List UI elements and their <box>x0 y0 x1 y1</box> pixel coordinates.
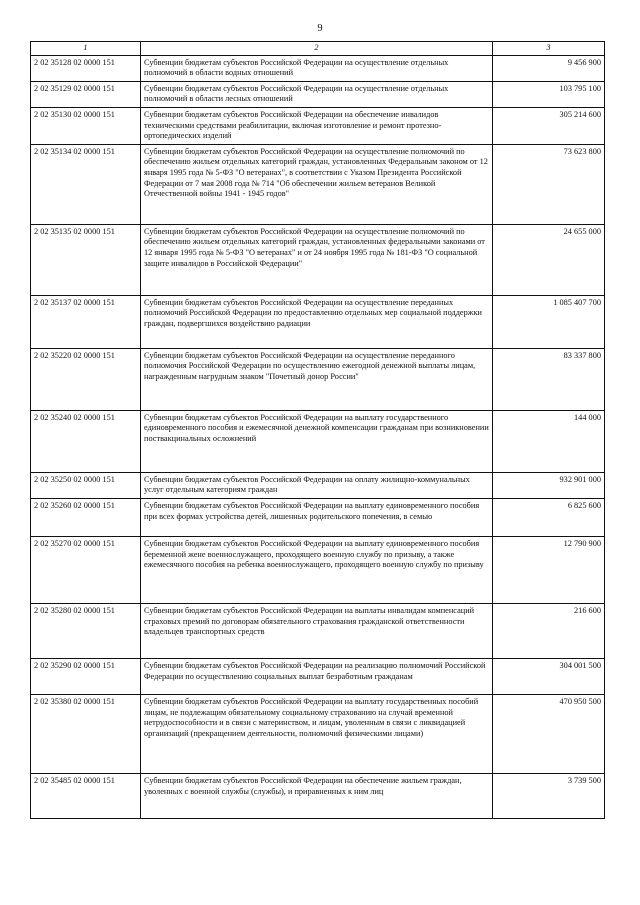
amount-cell: 24 655 000 <box>493 224 605 295</box>
amount-cell: 12 790 900 <box>493 536 605 603</box>
table-row <box>31 295 605 348</box>
table-row <box>31 81 605 107</box>
table-row <box>31 603 605 658</box>
description-cell: Субвенции бюджетам субъектов Российской Федерации на обеспечение инвалидов техническими средствами реабилитации, включая изготовление и ремонт протезно-ортопедических изделий <box>141 107 493 144</box>
budget-code-cell: 2 02 35129 02 0000 151 <box>31 81 141 107</box>
description-cell: Субвенции бюджетам субъектов Российской Федерации на осуществление переданных полномочий Российской Федерации по предоставлению отдельных мер социальной поддержки граждан, подвергшихся воздействию радиации <box>141 295 493 348</box>
amount-cell: 304 001 500 <box>493 658 605 694</box>
budget-code-cell: 2 02 35485 02 0000 151 <box>31 773 141 818</box>
budget-code-cell: 2 02 35260 02 0000 151 <box>31 498 141 536</box>
description-cell: Субвенции бюджетам субъектов Российской Федерации на выплату государственных пособий лицам, не подлежащим обязательному социальному страхованию на случай временной нетрудоспособности и в связи с материнством, и лицам, уволенным в связи с ликвидацией организаций (прекращением деятельности, полномочий физическими лицами) <box>141 694 493 773</box>
budget-code-cell: 2 02 35380 02 0000 151 <box>31 694 141 773</box>
amount-cell: 470 950 500 <box>493 694 605 773</box>
table-row <box>31 55 605 81</box>
table-row <box>31 472 605 498</box>
budget-code-cell: 2 02 35240 02 0000 151 <box>31 410 141 472</box>
budget-code-cell: 2 02 35137 02 0000 151 <box>31 295 141 348</box>
budget-code-cell: 2 02 35128 02 0000 151 <box>31 55 141 81</box>
budget-code-cell: 2 02 35134 02 0000 151 <box>31 144 141 224</box>
amount-cell: 103 795 100 <box>493 81 605 107</box>
budget-code-cell: 2 02 35280 02 0000 151 <box>31 603 141 658</box>
table-row <box>31 658 605 694</box>
table-body <box>31 55 605 818</box>
description-cell: Субвенции бюджетам субъектов Российской Федерации на выплату государственного единовременного пособия и ежемесячной денежной компенсации гражданам при возникновении поствакцинальных осложнений <box>141 410 493 472</box>
column-header-description: 2 <box>141 42 493 56</box>
budget-code-cell: 2 02 35250 02 0000 151 <box>31 472 141 498</box>
table-header-row <box>31 42 605 56</box>
description-cell: Субвенции бюджетам субъектов Российской Федерации на выплату единовременного пособия при всех формах устройства детей, лишенных родительского попечения, в семью <box>141 498 493 536</box>
description-cell: Субвенции бюджетам субъектов Российской Федерации на выплаты инвалидам компенсаций страховых премий по договорам обязательного страхования гражданской ответственности владельцев транспортных средств <box>141 603 493 658</box>
amount-cell: 144 000 <box>493 410 605 472</box>
budget-code-cell: 2 02 35270 02 0000 151 <box>31 536 141 603</box>
amount-cell: 6 825 600 <box>493 498 605 536</box>
description-cell: Субвенции бюджетам субъектов Российской Федерации на осуществление отдельных полномочий в области водных отношений <box>141 55 493 81</box>
amount-cell: 73 623 800 <box>493 144 605 224</box>
table-row <box>31 410 605 472</box>
amount-cell: 83 337 800 <box>493 348 605 410</box>
amount-cell: 932 901 000 <box>493 472 605 498</box>
description-cell: Субвенции бюджетам субъектов Российской Федерации на обеспечение жильем граждан, уволенных с военной службы (службы), и приравненных к ним лиц <box>141 773 493 818</box>
description-cell: Субвенции бюджетам субъектов Российской Федерации на осуществление полномочий по обеспечению жильем отдельных категорий граждан, установленных федеральными законами от 12 января 1995 года № 5-ФЗ "О ветеранах" и от 24 ноября 1995 года № 181-ФЗ "О социальной защите инвалидов в Российской Федерации" <box>141 224 493 295</box>
table-row <box>31 694 605 773</box>
amount-cell: 9 456 900 <box>493 55 605 81</box>
amount-cell: 216 600 <box>493 603 605 658</box>
amount-cell: 3 739 500 <box>493 773 605 818</box>
table-row <box>31 144 605 224</box>
column-header-amount: 3 <box>493 42 605 56</box>
description-cell: Субвенции бюджетам субъектов Российской Федерации на выплату единовременного пособия беременной жене военнослужащего, проходящего военную службу по призыву, а также ежемесячного пособия на ребенка военнослужащего, проходящего военную службу по призыву <box>141 536 493 603</box>
budget-code-cell: 2 02 35130 02 0000 151 <box>31 107 141 144</box>
budget-code-cell: 2 02 35135 02 0000 151 <box>31 224 141 295</box>
budget-table <box>30 41 605 819</box>
table-row <box>31 107 605 144</box>
table-row <box>31 224 605 295</box>
page-number: 9 <box>317 23 323 34</box>
amount-cell: 305 214 600 <box>493 107 605 144</box>
description-cell: Субвенции бюджетам субъектов Российской Федерации на реализацию полномочий Российской Федерации по осуществлению социальных выплат безработным гражданам <box>141 658 493 694</box>
table-row <box>31 348 605 410</box>
budget-code-cell: 2 02 35290 02 0000 151 <box>31 658 141 694</box>
budget-code-cell: 2 02 35220 02 0000 151 <box>31 348 141 410</box>
description-cell: Субвенции бюджетам субъектов Российской Федерации на осуществление отдельных полномочий в области лесных отношений <box>141 81 493 107</box>
description-cell: Субвенции бюджетам субъектов Российской Федерации на оплату жилищно-коммунальных услуг отдельным категориям граждан <box>141 472 493 498</box>
table-row <box>31 498 605 536</box>
column-header-code: 1 <box>31 42 141 56</box>
description-cell: Субвенции бюджетам субъектов Российской Федерации на осуществление переданного полномочия Российской Федерации по осуществлению ежегодной денежной выплаты лицам, награжденным нагрудным знаком "Почетный донор России" <box>141 348 493 410</box>
amount-cell: 1 085 407 700 <box>493 295 605 348</box>
description-cell: Субвенции бюджетам субъектов Российской Федерации на осуществление полномочий по обеспечению жильем отдельных категорий граждан, установленных Федеральным законом от 12 января 1995 года № 5-ФЗ "О ветеранах", в соответствии с Указом Президента Российской Федерации от 7 мая 2008 года № 714 "Об обеспечении жильем ветеранов Великой Отечественной войны 1941 - 1945 годов" <box>141 144 493 224</box>
table-row <box>31 536 605 603</box>
table-row <box>31 773 605 818</box>
